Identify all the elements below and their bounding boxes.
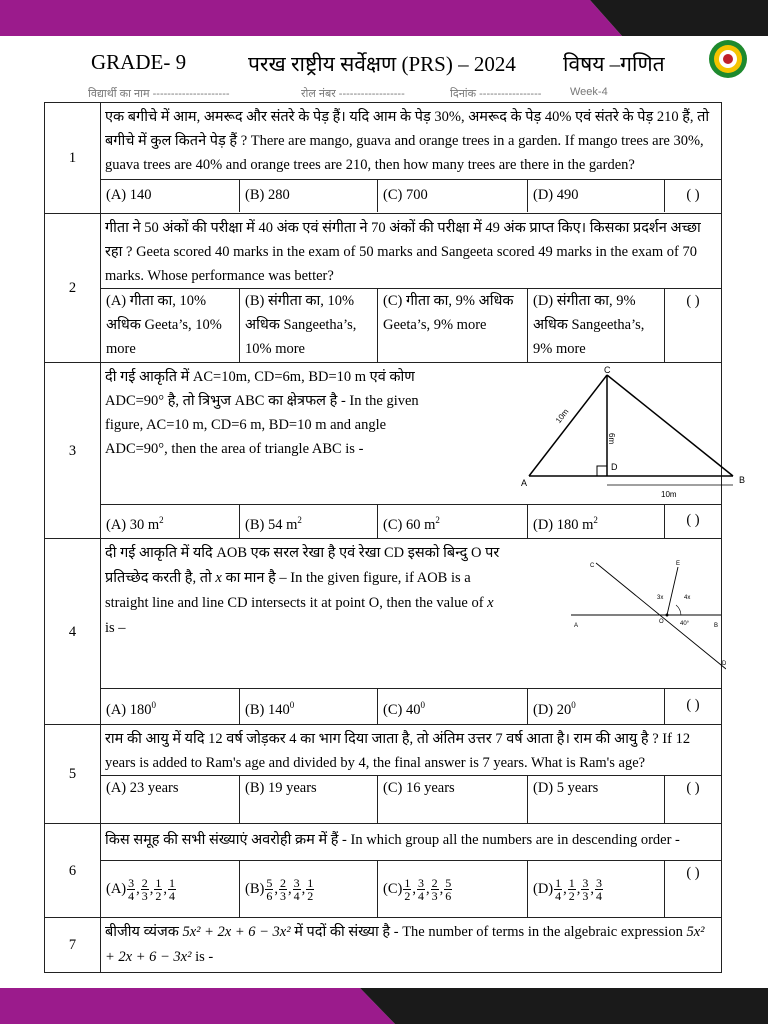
fraction-separator: , (136, 881, 140, 897)
option-a[interactable] (101, 861, 239, 917)
cd-length-label: 6m (607, 433, 616, 445)
answer-box[interactable]: ( ) (664, 776, 721, 823)
angle-figure (566, 553, 726, 673)
fraction: $\frac{1}{4}$ (169, 875, 176, 903)
fraction-separator: , (425, 881, 430, 897)
question-text: राम की आयु में यदि 12 वर्ष जोड़कर 4 का भाग दिया जाता है, तो अंतिम उत्तर 7 वर्ष आता है। राम की आयु है ? If 12 years is added to Ram's age and divided by 4, the final answer is 7 years. What is Ram's age? (105, 731, 691, 771)
fraction: $\frac{5}{6}$ (266, 875, 273, 903)
question-6 (45, 824, 722, 918)
fraction-separator: , (287, 881, 292, 897)
option-d[interactable]: (D) 5 years (527, 776, 664, 823)
question-number: 2 (45, 214, 101, 363)
fraction-separator: , (590, 881, 595, 897)
fraction-separator: , (274, 881, 278, 897)
point-a-label: A (521, 478, 528, 488)
answer-box[interactable]: ( ) (664, 689, 721, 724)
angle-3x-label: 3x (657, 595, 664, 601)
point-b-label: B (714, 623, 719, 629)
option-c[interactable] (377, 861, 527, 917)
top-decorative-band (0, 0, 768, 36)
question-2 (45, 214, 722, 363)
angle-4x-label: 4x (684, 595, 691, 601)
option-a[interactable]: (A) गीता का, 10% अधिक Geeta’s, 10% more (106, 293, 222, 357)
point-c-label: C (590, 563, 595, 569)
fraction-separator: , (149, 881, 154, 897)
option-label: (D) (533, 881, 554, 897)
option-d[interactable] (527, 861, 664, 917)
point-d-label: D (611, 462, 618, 472)
date-field: दिनांक ----------------- (450, 88, 542, 100)
option-a[interactable]: (A) 23 years (106, 780, 179, 796)
option-d[interactable]: (D) 490 (527, 180, 664, 212)
question-number: 7 (45, 918, 101, 973)
point-e-label: E (676, 561, 681, 567)
fraction: $\frac{1}{4}$ (555, 875, 562, 903)
question-text: किस समूह की सभी संख्याएं अवरोही क्रम में हैं - In which group all the numbers are in descending order - (105, 832, 680, 848)
bottom-decorative-band (0, 988, 768, 1024)
angle-40-label: 40° (680, 621, 690, 627)
question-table (44, 102, 746, 973)
fraction: $\frac{2}{3}$ (431, 875, 438, 903)
question-3 (45, 363, 722, 539)
fraction: $\frac{1}{2}$ (307, 875, 314, 903)
option-a[interactable]: (A) 30 $m^2$ (106, 515, 164, 533)
fraction-separator: , (163, 881, 168, 897)
subject-label: विषय –गणित (563, 52, 665, 76)
option-c[interactable]: (C) 700 (377, 180, 527, 212)
option-b[interactable]: (B) 19 years (239, 776, 377, 823)
question-number: 3 (45, 363, 101, 539)
point-a-label: A (574, 623, 579, 629)
grade-label: GRADE- 9 (91, 50, 187, 74)
question-4 (45, 539, 722, 725)
option-c[interactable]: (C) गीता का, 9% अधिक Geeta’s, 9% more (377, 289, 527, 362)
point-d-label: D (722, 661, 726, 667)
answer-box[interactable]: ( ) (664, 289, 721, 362)
option-b[interactable]: (B) 280 (239, 180, 377, 212)
question-text: एक बगीचे में आम, अमरूद और संतरे के पेड़ हैं। यदि आम के पेड़ 30%, अमरूद के पेड़ 40% एवं संतरे के पेड़ 210 हैं, तो बगीचे में कुल कितने पेड़ हैं ? There are mango, guava and orange trees in a garden. If mango trees are 30%, guava trees are 40% and orange trees are 210, then how many trees are there in the garden? (105, 109, 710, 173)
fraction-separator: , (563, 881, 567, 897)
option-b[interactable]: (B) संगीता का, 10% अधिक Sangeetha’s, 10% more (239, 289, 377, 362)
fraction: $\frac{3}{4}$ (596, 875, 603, 903)
algebraic-expression: 5x² + 2x + 6 − 3x² (182, 924, 291, 940)
answer-box[interactable]: ( ) (664, 180, 721, 212)
student-name-field: विद्यार्थी का नाम --------------------- (88, 88, 230, 100)
option-c[interactable]: (C) $40^0$ (377, 689, 527, 724)
option-b[interactable]: (B) 54 $m^2$ (239, 505, 377, 538)
question-text: गीता ने 50 अंकों की परीक्षा में 40 अंक एवं संगीता ने 70 अंकों की परीक्षा में 49 अंक प्राप्त किए। किसका प्रदर्शन अच्छा रहा ? Geeta scored 40 marks in the exam of 50 marks and Sangeeta scored 49 marks in the exam of 70 marks. Whose performance was better? (105, 220, 701, 284)
option-a[interactable]: (A) 140 (106, 187, 152, 203)
option-c[interactable]: (C) 16 years (377, 776, 527, 823)
answer-box[interactable]: ( ) (664, 505, 721, 538)
option-label: (A) (106, 881, 127, 897)
variable-x: x (215, 570, 222, 586)
option-d[interactable]: (D) $20^0$ (527, 689, 664, 724)
option-label: (B) (245, 881, 265, 897)
question-1 (45, 103, 722, 214)
fraction: $\frac{5}{6}$ (445, 875, 452, 903)
fraction: $\frac{3}{3}$ (582, 875, 589, 903)
answer-box[interactable]: ( ) (664, 861, 721, 917)
question-number: 6 (45, 824, 101, 918)
fraction-separator: , (301, 881, 306, 897)
question-5 (45, 725, 722, 824)
options-row (101, 288, 721, 362)
options-row (101, 179, 721, 212)
option-b[interactable] (239, 861, 377, 917)
options-row (101, 860, 721, 917)
fraction: $\frac{1}{2}$ (155, 875, 162, 903)
options-row (101, 688, 721, 724)
fraction: $\frac{1}{2}$ (568, 875, 575, 903)
fraction: $\frac{3}{4}$ (417, 875, 424, 903)
options-row (101, 775, 721, 823)
fraction-separator: , (576, 881, 581, 897)
option-d[interactable]: (D) संगीता का, 9% अधिक Sangeetha’s, 9% more (527, 289, 664, 362)
fraction-separator: , (439, 881, 444, 897)
fraction: $\frac{2}{3}$ (279, 875, 286, 903)
option-a[interactable]: (A) $180^0$ (106, 700, 157, 718)
point-o-label: O (659, 619, 664, 625)
question-text: बीजीय व्यंजक 5x² + 2x + 6 − 3x² में पदों की संख्या है - The number of terms in the algebraic expression 5x² + 2x + 6 − 3x² is - (105, 924, 705, 965)
question-text: दी गई आकृति में यदि AOB एक सरल रेखा है एवं रेखा CD इसको बिन्दु O पर प्रतिच्छेद करती है, तो x का मान है – In the given figure, if AOB is a straight line and line CD intersects it at point O, then the value of x is – (105, 545, 500, 636)
point-c-label: C (604, 365, 611, 375)
ac-length-label: 10m (553, 407, 571, 425)
exam-title: परख राष्ट्रीय सर्वेक्षण (PRS) – 2024 (248, 52, 516, 76)
fraction: $\frac{1}{2}$ (404, 875, 411, 903)
option-d[interactable]: (D) 180 $m^2$ (527, 505, 664, 538)
week-label: Week-4 (570, 86, 608, 98)
question-number: 5 (45, 725, 101, 824)
fraction: $\frac{3}{4}$ (128, 875, 135, 903)
point-b-label: B (739, 475, 746, 485)
variable-x: x (487, 595, 494, 611)
db-length-label: 10m (661, 490, 677, 499)
option-label: (C) (383, 881, 403, 897)
option-c[interactable]: (C) 60 $m^2$ (377, 505, 527, 538)
roll-number-field: रोल नंबर ------------------ (301, 88, 405, 100)
fraction: $\frac{3}{4}$ (293, 875, 300, 903)
triangle-figure (461, 365, 751, 501)
options-row (101, 504, 721, 538)
option-b[interactable]: (B) $140^0$ (239, 689, 377, 724)
question-number: 4 (45, 539, 101, 725)
question-number: 1 (45, 103, 101, 214)
emblem-logo (708, 38, 748, 80)
question-7 (45, 918, 722, 973)
fraction: $\frac{2}{3}$ (141, 875, 148, 903)
fraction-separator: , (412, 881, 416, 897)
algebraic-expression: 5x² + 2x + 6 − 3x² (105, 924, 705, 965)
page-header (88, 50, 668, 82)
question-text: दी गई आकृति में AC=10m, CD=6m, BD=10 m एवं कोण ADC=90° है, तो त्रिभुज ABC का क्षेत्रफल है - In the given figure, AC=10 m, CD=6 m, BD=10 m and angle ADC=90°, then the area of triangle ABC is - (105, 369, 419, 457)
